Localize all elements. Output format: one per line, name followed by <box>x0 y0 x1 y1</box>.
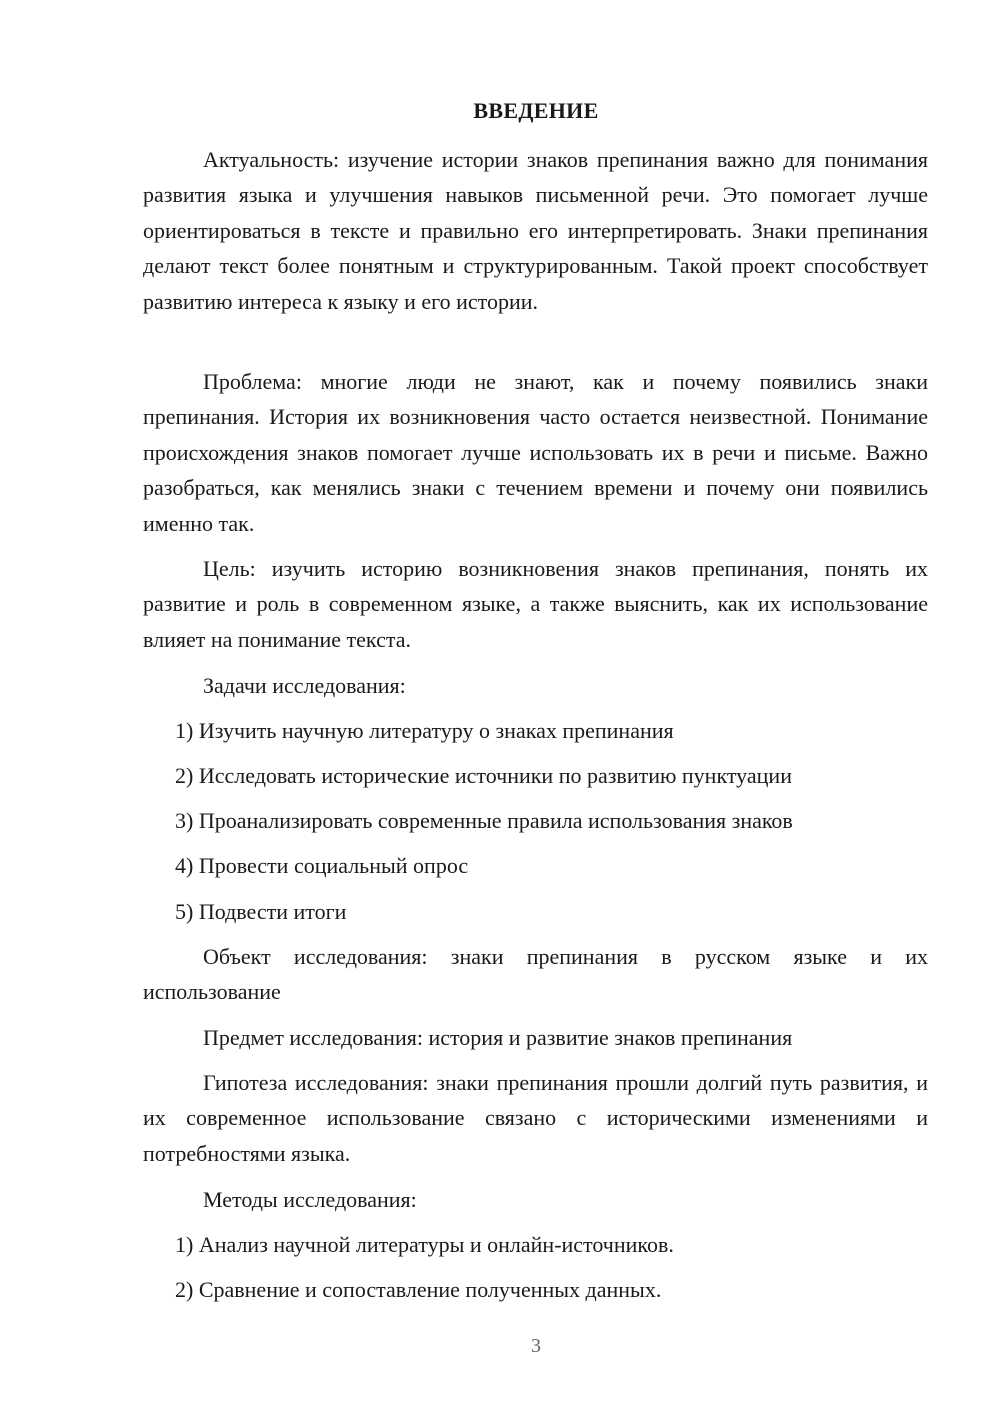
task-item: 3) Проанализировать современные правила использования знаков <box>175 808 793 833</box>
tasks-heading: Задачи исследования: <box>203 673 406 698</box>
method-item: 1) Анализ научной литературы и онлайн-источников. <box>175 1232 674 1257</box>
method-item: 2) Сравнение и сопоставление полученных данных. <box>175 1277 662 1302</box>
task-item: 5) Подвести итоги <box>175 899 347 924</box>
page-number: 3 <box>531 1335 541 1357</box>
hypothesis-paragraph: Гипотеза исследования: знаки препинания прошли долгий путь развития, и их современное использование связано с историческими изменениями и потребностями языка. <box>143 1070 928 1166</box>
goal-paragraph: Цель: изучить историю возникновения знаков препинания, понять их развитие и роль в современном языке, а также выяснить, как их использование влияет на понимание текста. <box>143 556 928 652</box>
relevance-paragraph: Актуальность: изучение истории знаков препинания важно для понимания развития языка и улучшения навыков письменной речи. Это помогает лучше ориентироваться в тексте и правильно его интерпретировать. Знаки препинания делают текст более понятным и структурированным. Такой проект способствует развитию интереса к языку и его истории. <box>143 147 928 314</box>
problem-paragraph: Проблема: многие люди не знают, как и почему появились знаки препинания. История их возникновения часто остается неизвестной. Понимание происхождения знаков помогает лучше использовать их в речи и письме. Важно разобраться, как менялись знаки с течением времени и почему они появились именно так. <box>143 369 928 536</box>
task-item: 2) Исследовать исторические источники по развитию пунктуации <box>175 763 792 788</box>
page-title: ВВЕДЕНИЕ <box>473 98 599 123</box>
methods-heading: Методы исследования: <box>203 1187 417 1212</box>
object-paragraph: Объект исследования: знаки препинания в русском языке и их использование <box>143 944 928 1005</box>
subject-line: Предмет исследования: история и развитие знаков препинания <box>203 1025 793 1050</box>
task-item: 1) Изучить научную литературу о знаках препинания <box>175 718 674 743</box>
task-item: 4) Провести социальный опрос <box>175 853 469 878</box>
